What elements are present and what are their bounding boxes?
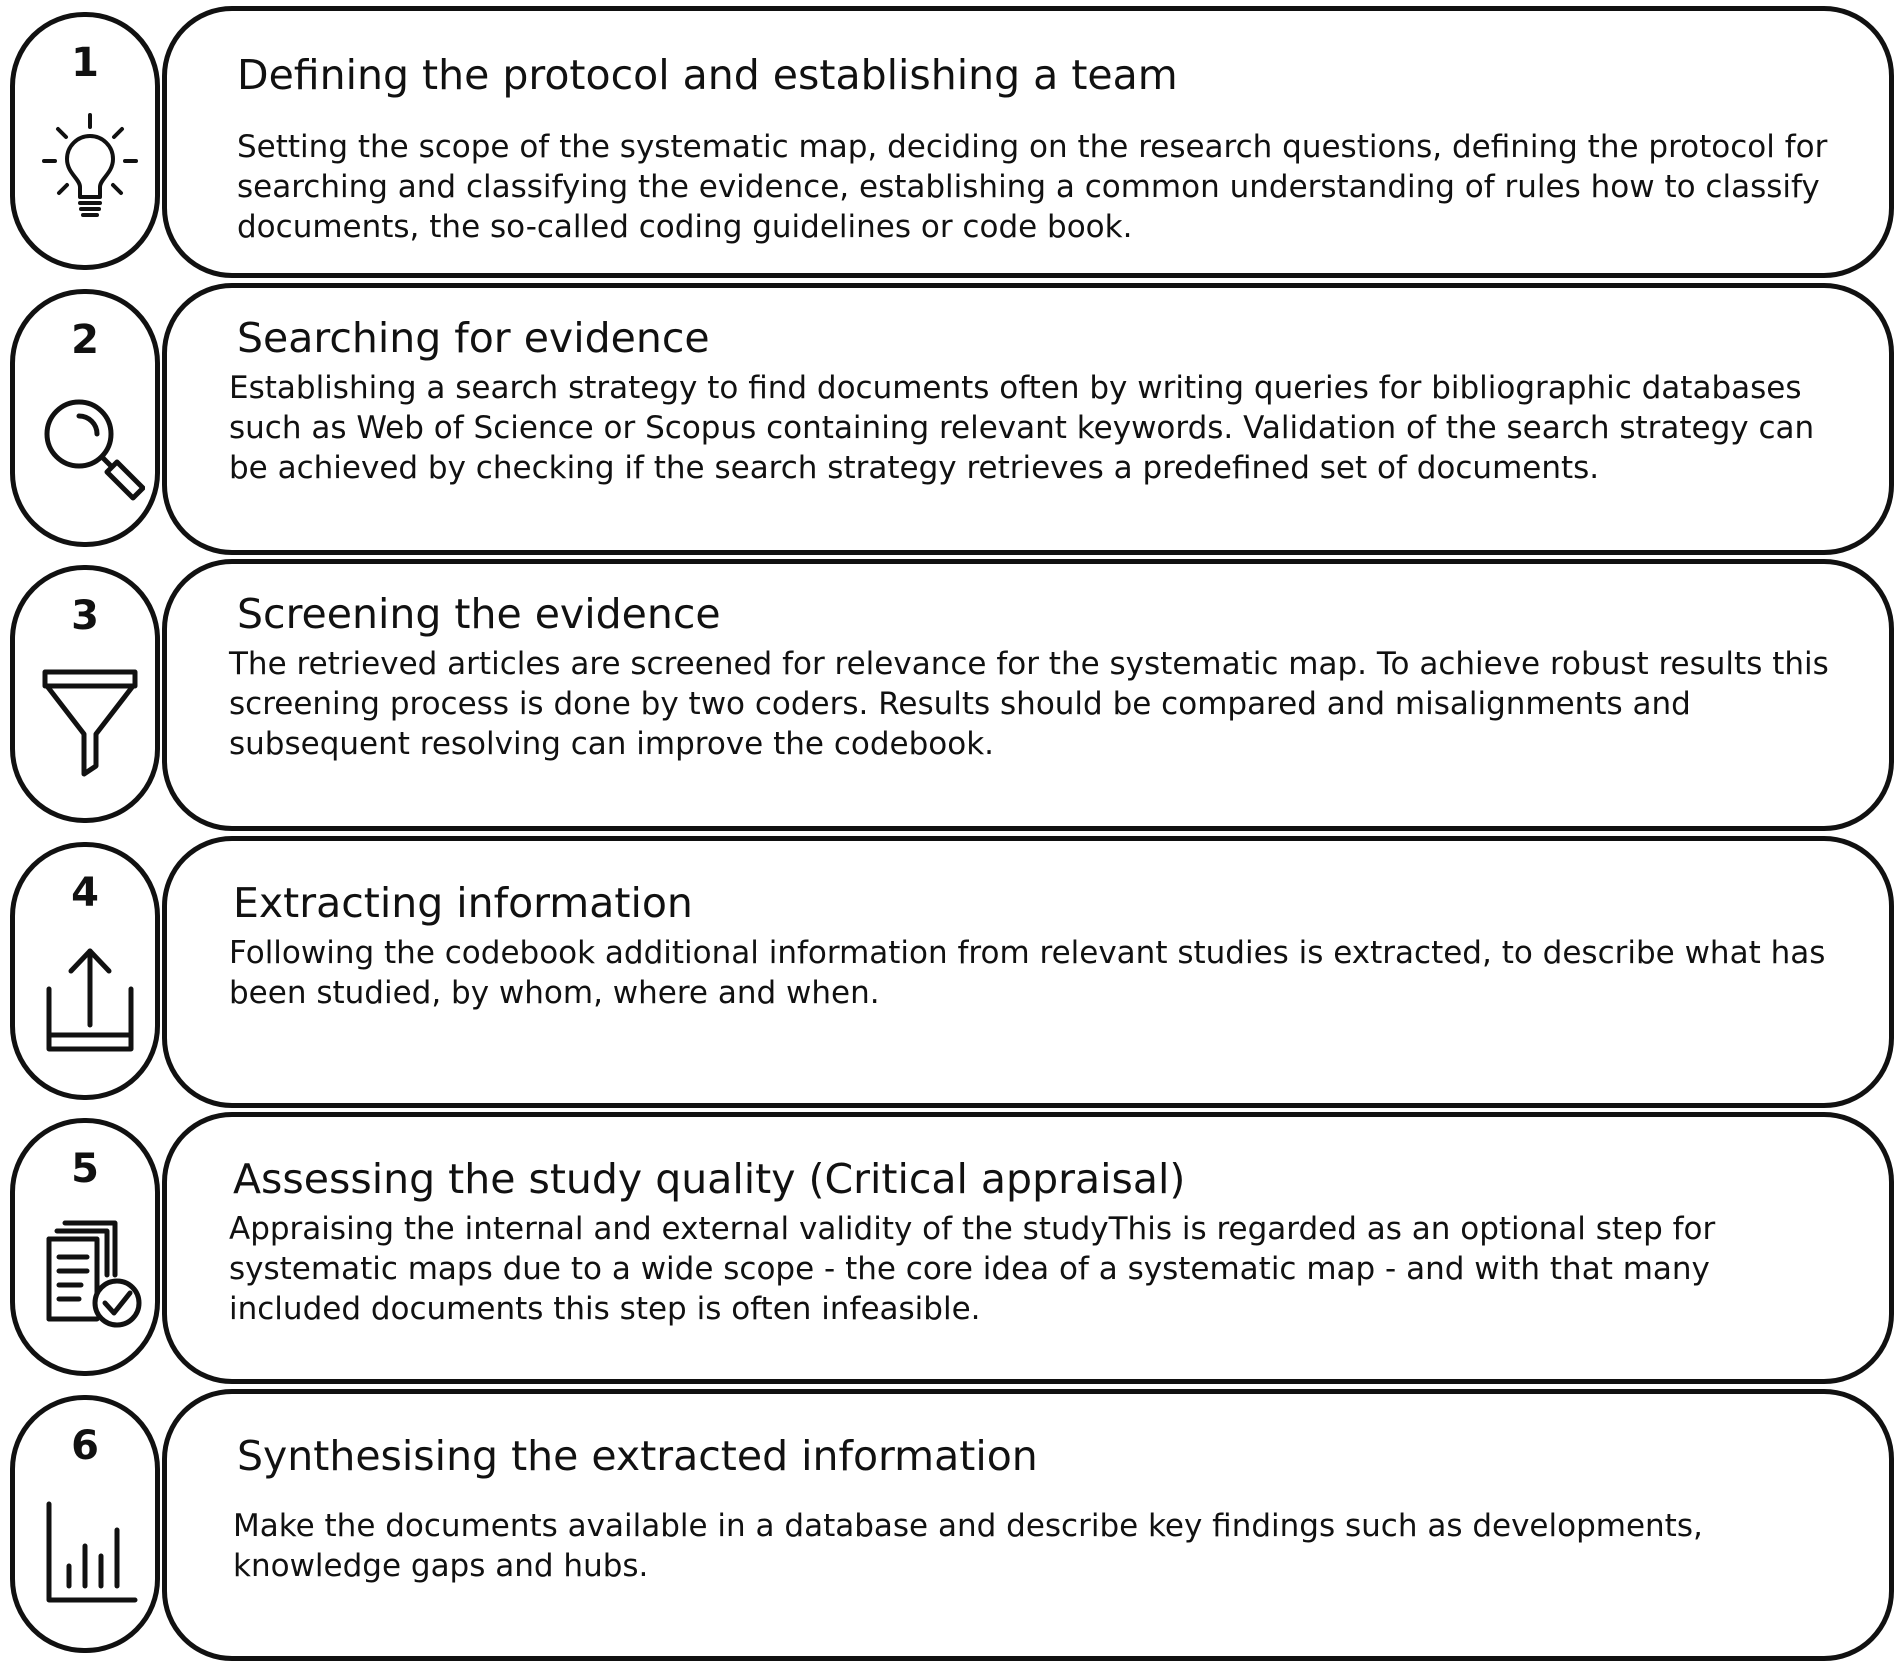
step-title: Searching for evidence xyxy=(237,314,710,362)
step-number: 1 xyxy=(71,40,99,86)
step-title: Extracting information xyxy=(233,879,693,927)
step-badge xyxy=(10,842,160,1100)
step-1 xyxy=(0,0,1902,282)
step-badge xyxy=(10,565,160,823)
step-5 xyxy=(0,1106,1902,1388)
step-card xyxy=(162,283,1894,555)
step-description: Make the documents available in a database and describe key findings such as developments, knowledge gaps and hubs. xyxy=(233,1508,1703,1584)
step-6 xyxy=(0,1383,1902,1665)
step-card xyxy=(162,1389,1894,1661)
step-card xyxy=(162,6,1894,278)
step-number: 5 xyxy=(71,1146,99,1192)
step-4 xyxy=(0,830,1902,1112)
step-2 xyxy=(0,277,1902,559)
step-number: 3 xyxy=(71,593,99,639)
step-number: 2 xyxy=(71,317,99,363)
step-card xyxy=(162,559,1894,831)
step-number: 6 xyxy=(71,1423,99,1469)
step-card xyxy=(162,836,1894,1108)
step-title: Defining the protocol and establishing a team xyxy=(237,51,1178,99)
step-title: Synthesising the extracted information xyxy=(237,1432,1038,1480)
step-badge xyxy=(10,289,160,547)
magnifier-icon xyxy=(35,386,145,502)
step-description: Appraising the internal and external validity of the studyThis is regarded as an optional step for systematic maps due to a wide scope - the core idea of a systematic map - and with that many included documents this step is often infeasible. xyxy=(229,1211,1716,1327)
step-card xyxy=(162,1112,1894,1384)
step-title: Screening the evidence xyxy=(237,590,721,638)
step-description: The retrieved articles are screened for relevance for the systematic map. To achieve robust results this screening process is done by two coders. Results should be compared and misalignments and subsequent resolving can improve the codebook. xyxy=(229,646,1829,762)
step-number: 4 xyxy=(71,870,99,916)
funnel-icon xyxy=(35,662,145,778)
upload-icon xyxy=(35,939,145,1055)
step-badge xyxy=(10,12,160,270)
step-description: Establishing a search strategy to find documents often by writing queries for bibliographic databases such as Web of Science or Scopus containing relevant keywords. Validation of the search strategy can be achieved by checking if the search strategy retrieves a predefined set of documents. xyxy=(229,370,1815,486)
bar-chart-icon xyxy=(35,1492,145,1608)
document-check-icon xyxy=(35,1215,145,1331)
step-badge xyxy=(10,1395,160,1653)
step-3 xyxy=(0,553,1902,835)
lightbulb-icon xyxy=(35,109,145,225)
step-badge xyxy=(10,1118,160,1376)
step-title: Assessing the study quality (Critical appraisal) xyxy=(233,1155,1186,1203)
step-description: Setting the scope of the systematic map, deciding on the research questions, defining the protocol for searching and classifying the evidence, establishing a common understanding of rules how to classify documents, the so-called coding guidelines or code book. xyxy=(237,129,1828,245)
step-description: Following the codebook additional information from relevant studies is extracted, to describe what has been studied, by whom, where and when. xyxy=(229,935,1826,1011)
